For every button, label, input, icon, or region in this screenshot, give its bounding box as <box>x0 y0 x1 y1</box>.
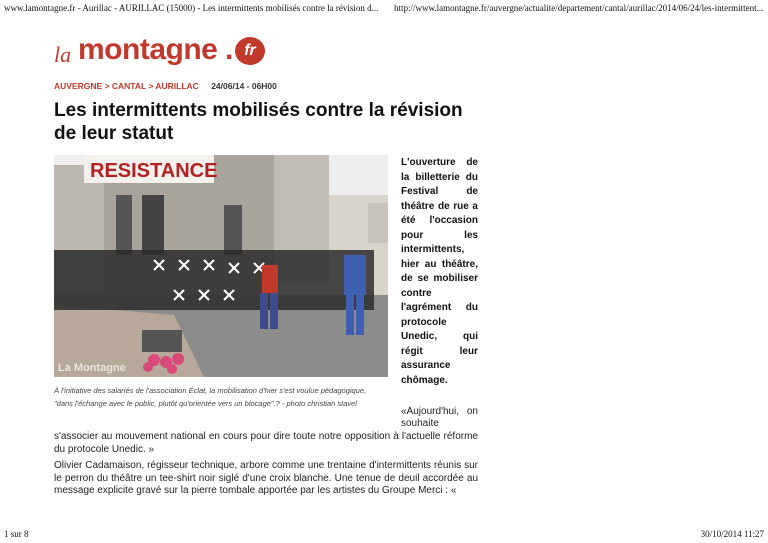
logo-fr-badge: fr <box>235 37 265 65</box>
banner-text: RESISTANCE <box>90 160 218 182</box>
breadcrumb-path[interactable]: AUVERGNE > CANTAL > AURILLAC <box>54 81 199 91</box>
logo-la: la <box>54 42 72 67</box>
article-title: Les intermittents mobilisés contre la révision de leur statut <box>54 100 463 144</box>
article-lead: L'ouverture de la billetterie du Festival de théâtre de rue a été l'occasion pour les intermittents, hier au théâtre, de se mobiliser contre l'agrément du protocole Unedic, qui régit leur assurance chômage. <box>401 157 478 386</box>
article-quote-start: «Aujourd'hui, on souhaite <box>401 406 478 429</box>
article-date: 24/06/14 - 06H00 <box>211 81 277 91</box>
header-site-title: www.lamontagne.fr - Aurillac - AURILLAC (15000) - Les intermittents mobilisés contre la révision d... <box>4 3 379 13</box>
photo-watermark: La Montagne <box>58 362 126 374</box>
article-photo <box>54 155 388 377</box>
footer-datetime: 30/10/2014 11:27 <box>700 529 764 539</box>
photo-caption: À l'initiative des salariés de l'association Éclat, la mobilisation d'hier s'est voulue pédagogique, "dans l'échange avec le public, plutôt qu'orientée vers un blocage".? - photo christian stavel <box>54 386 367 408</box>
article-paragraph-1: s'associer au mouvement national en cours pour dire toute notre opposition à l'actuelle réforme du protocole Unedic. » <box>54 431 478 455</box>
print-header <box>0 0 768 14</box>
article-paragraph-2: Olivier Cadamaison, régisseur technique, arbore comme une trentaine d'intermittents réunis sur le perron du théâtre un tee-shirt noir siglé d'une croix blanche. Une tenue de deuil accordée au message explicite gravé sur la pierre tombale apportée par les artistes du Groupe Merci : « <box>54 460 478 496</box>
header-url[interactable]: http://www.lamontagne.fr/auvergne/actualite/departement/cantal/aurillac/2014/06/24/les-intermittent... <box>394 3 764 13</box>
logo-dot: . <box>225 33 234 66</box>
breadcrumb <box>54 81 277 91</box>
photo-illustration <box>54 155 388 377</box>
site-logo[interactable] <box>54 34 274 74</box>
logo-name: montagne <box>78 33 218 66</box>
footer-page-number: 1 sur 8 <box>4 529 29 539</box>
